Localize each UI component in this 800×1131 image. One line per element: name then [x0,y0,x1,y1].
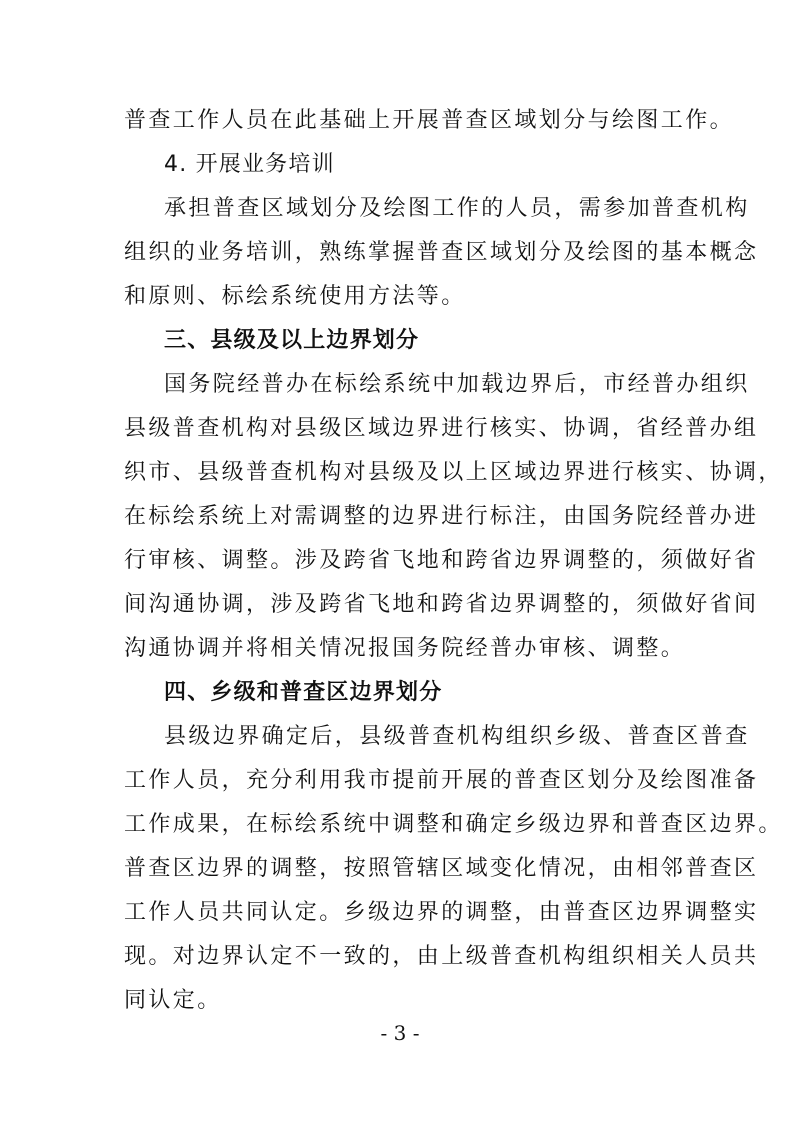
body-text-line: 县级普查机构对县级区域边界进行核实、协调，省经普办组 [124,416,759,441]
body-text-line: 工作人员，充分利用我市提前开展的普查区划分及绘图准备 [124,768,759,793]
page-number: - 3 - [380,1021,420,1045]
paragraph-first-line: 国务院经普办在标绘系统中加载边界后，市经普办组织 [164,372,750,397]
body-text-line: 工作成果，在标绘系统中调整和确定乡级边界和普查区边界。 [124,812,783,837]
paragraph-first-line: 承担普查区域划分及绘图工作的人员，需参加普查机构 [164,196,750,221]
paragraph-first-line: 县级边界确定后，县级普查机构组织乡级、普查区普查 [164,724,750,749]
body-text-line: 织市、县级普查机构对县级及以上区域边界进行核实、协调， [124,460,783,485]
body-text-line: 和原则、标绘系统使用方法等。 [124,284,466,309]
body-text-line: 沟通协调并将相关情况报国务院经普办审核、调整。 [124,636,686,661]
body-text-line: 在标绘系统上对需调整的边界进行标注，由国务院经普办进 [124,504,759,529]
body-text-line: 普查工作人员在此基础上开展普查区域划分与绘图工作。 [124,108,735,133]
numbered-subheading: 4. 开展业务培训 [164,152,335,177]
body-text-line: 组织的业务培训，熟练掌握普查区域划分及绘图的基本概念 [124,240,759,265]
section-heading: 四、乡级和普查区边界划分 [164,680,443,705]
section-heading: 三、县级及以上边界划分 [164,328,420,353]
body-text-line: 行审核、调整。涉及跨省飞地和跨省边界调整的，须做好省 [124,548,759,573]
body-text-line: 现。对边界认定不一致的，由上级普查机构组织相关人员共 [124,944,759,969]
body-text-line: 普查区边界的调整，按照管辖区域变化情况，由相邻普查区 [124,856,759,881]
body-text-line: 工作人员共同认定。乡级边界的调整，由普查区边界调整实 [124,900,759,925]
body-text-line: 同认定。 [124,988,222,1013]
body-text-line: 间沟通协调，涉及跨省飞地和跨省边界调整的，须做好省间 [124,592,759,617]
